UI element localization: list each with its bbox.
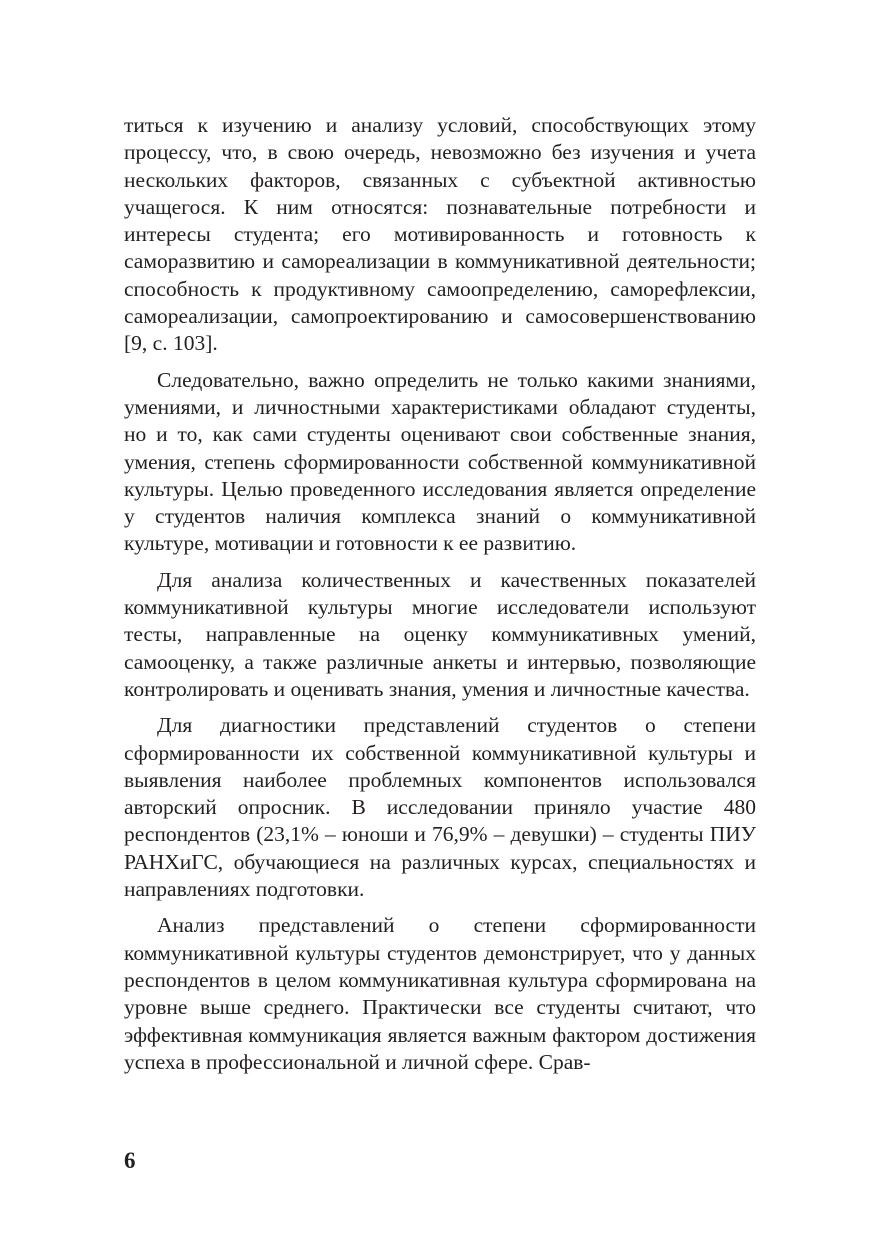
paragraph: Для диагностики представлений студентов о степени сформированности их собственной коммуникативной культуры и выявления наиболее проблемных компонентов использовался авторский опросник. В исследовании приняло участие 480 респондентов (23,1% – юноши и 76,9% – девушки) – студенты ПИУ РАНХиГС, обучающиеся на различных курсах, специальностях и направлениях подготовки. [124, 713, 756, 902]
paragraph-continuation: титься к изучению и анализу условий, способствующих этому процессу, что, в свою очередь, невозможно без изучения и учета нескольких факторов, связанных с субъектной активностью учащегося. К ним относятся: познавательные потребности и интересы студента; его мотивированность и готовность к саморазвитию и самореализации в коммуникативной деятельности; способность к продуктивному самоопределению, саморефлексии, самореализации, самопроектированию и самосовершенствованию [9, с. 103]. [124, 113, 756, 356]
paragraph: Для анализа количественных и качественных показателей коммуникативной культуры многие исследователи используют тесты, направленные на оценку коммуникативных умений, самооценку, а также различные анкеты и интервью, позволяющие контролировать и оценивать знания, умения и личностные качества. [124, 567, 756, 701]
page-number: 6 [124, 1148, 136, 1173]
paragraph: Следовательно, важно определить не только какими знаниями, умениями, и личностными характеристиками обладают студенты, но и то, как сами студенты оценивают свои собственные знания, умения, степень сформированности собственной коммуникативной культуры. Целью проведенного исследования является определение у студентов наличия комплекса знаний о коммуникативной культуре, мотивации и готовности к ее развитию. [124, 367, 756, 556]
page-body [124, 112, 756, 1076]
paragraph: Анализ представлений о степени сформированности коммуникативной культуры студентов демонстрирует, что у данных респондентов в целом коммуникативная культура сформирована на уровне выше среднего. Практически все студенты считают, что эффективная коммуникация является важным фактором достижения успеха в профессиональной и личной сфере. Срав- [124, 913, 756, 1074]
